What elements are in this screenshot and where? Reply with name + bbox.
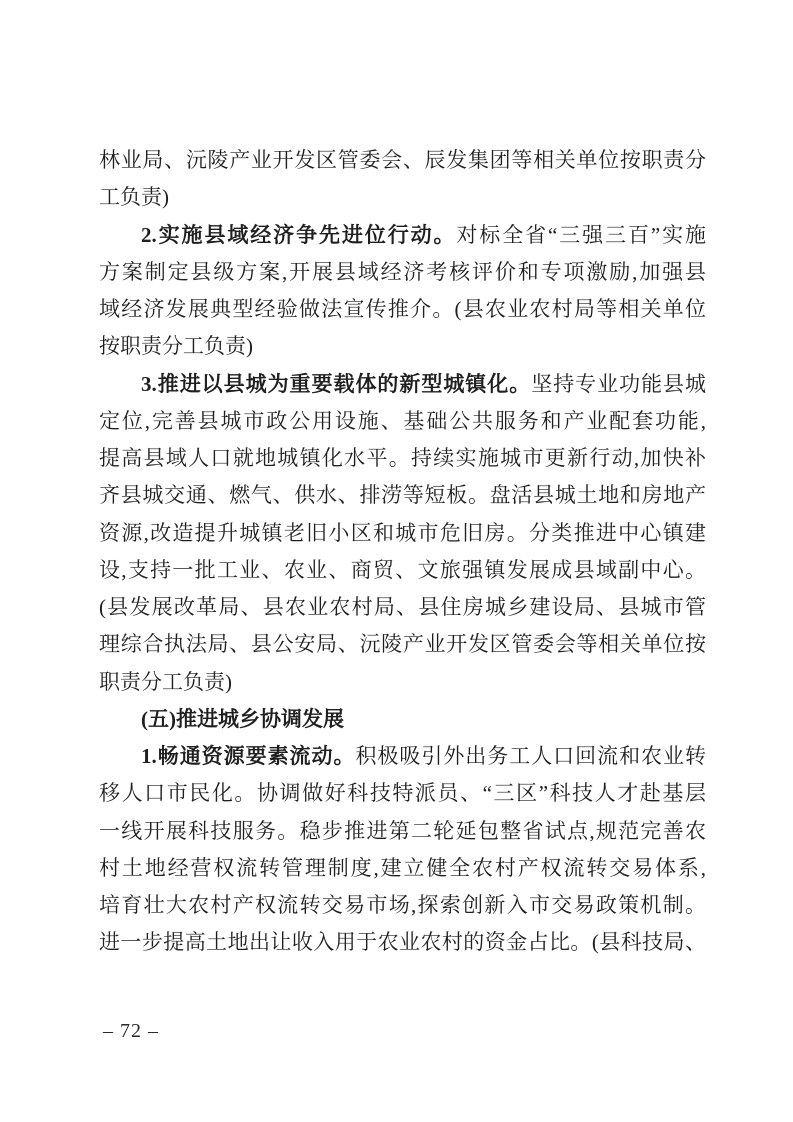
body-text: 林业局、沅陵产业开发区管委会、辰发集团等相关单位按职责分 [99, 148, 706, 172]
page-number: – 72 – [103, 1020, 159, 1042]
text-line [99, 850, 706, 887]
body-text: 职责分工负责) [99, 669, 232, 694]
text-line [99, 403, 706, 440]
text-line [99, 254, 706, 291]
text-line [99, 589, 706, 626]
body-text: 坚持专业功能县城 [531, 371, 707, 396]
body-text: 工负责) [99, 185, 169, 210]
emphasis-text: 2.实施县域经济争先进位行动。 [141, 222, 457, 247]
text-line [99, 738, 706, 775]
emphasis-text: 1.畅通资源要素流动。 [141, 744, 356, 768]
text-line [99, 775, 706, 812]
text-line [99, 440, 706, 477]
body-text: 移人口市民化。协调做好科技特派员、“三区”科技人才赴基层 [99, 781, 706, 806]
body-text: 定位,完善县城市政公用设施、基础公共服务和产业配套功能, [99, 408, 706, 433]
text-line [99, 924, 706, 961]
body-text: 村土地经营权流转管理制度,建立健全农村产权流转交易体系, [99, 855, 706, 880]
body-text: 按职责分工负责) [99, 334, 253, 359]
text-line [99, 701, 706, 738]
body-text: 资源,改造提升城镇老旧小区和城市危旧房。分类推进中心镇建 [99, 520, 706, 545]
text-line [99, 664, 706, 701]
document-body [99, 142, 706, 962]
text-line [99, 887, 706, 924]
body-text: 设,支持一批工业、农业、商贸、文旅强镇发展成县域副中心。 [99, 557, 706, 582]
body-text: 齐县城交通、燃气、供水、排涝等短板。盘活县城土地和房地产 [99, 483, 706, 508]
emphasis-text: (五)推进城乡协调发展 [141, 706, 344, 731]
text-line [99, 291, 706, 328]
body-text: 一线开展科技服务。稳步推进第二轮延包整省试点,规范完善农 [99, 818, 706, 843]
text-line [99, 179, 706, 216]
body-text: 域经济发展典型经验做法宣传推介。(县农业农村局等相关单位 [99, 297, 706, 321]
text-line [99, 813, 706, 850]
body-text: 理综合执法局、县公安局、沅陵产业开发区管委会等相关单位按 [99, 632, 706, 657]
body-text: 方案制定县级方案,开展县域经济考核评价和专项激励,加强县 [99, 259, 706, 284]
body-text: 进一步提高土地出让收入用于农业农村的资金占比。(县科技局、 [99, 930, 706, 955]
body-text: 对标全省“三强三百”实施 [456, 222, 706, 247]
body-text: (县发展改革局、县农业农村局、县住房城乡建设局、县城市管 [99, 595, 706, 619]
emphasis-text: 3.推进以县城为重要载体的新型城镇化。 [141, 371, 532, 396]
text-line [99, 626, 706, 663]
text-line [99, 477, 706, 514]
body-text: 提高县域人口就地城镇化水平。持续实施城市更新行动,加快补 [99, 446, 706, 470]
text-line [99, 552, 706, 589]
text-line [99, 366, 706, 403]
body-text: 积极吸引外出务工人口回流和农业转 [355, 744, 707, 768]
text-line [99, 142, 706, 179]
text-line [99, 328, 706, 365]
text-line [99, 217, 706, 254]
text-line [99, 515, 706, 552]
body-text: 培育壮大农村产权流转交易市场,探索创新入市交易政策机制。 [99, 893, 706, 917]
